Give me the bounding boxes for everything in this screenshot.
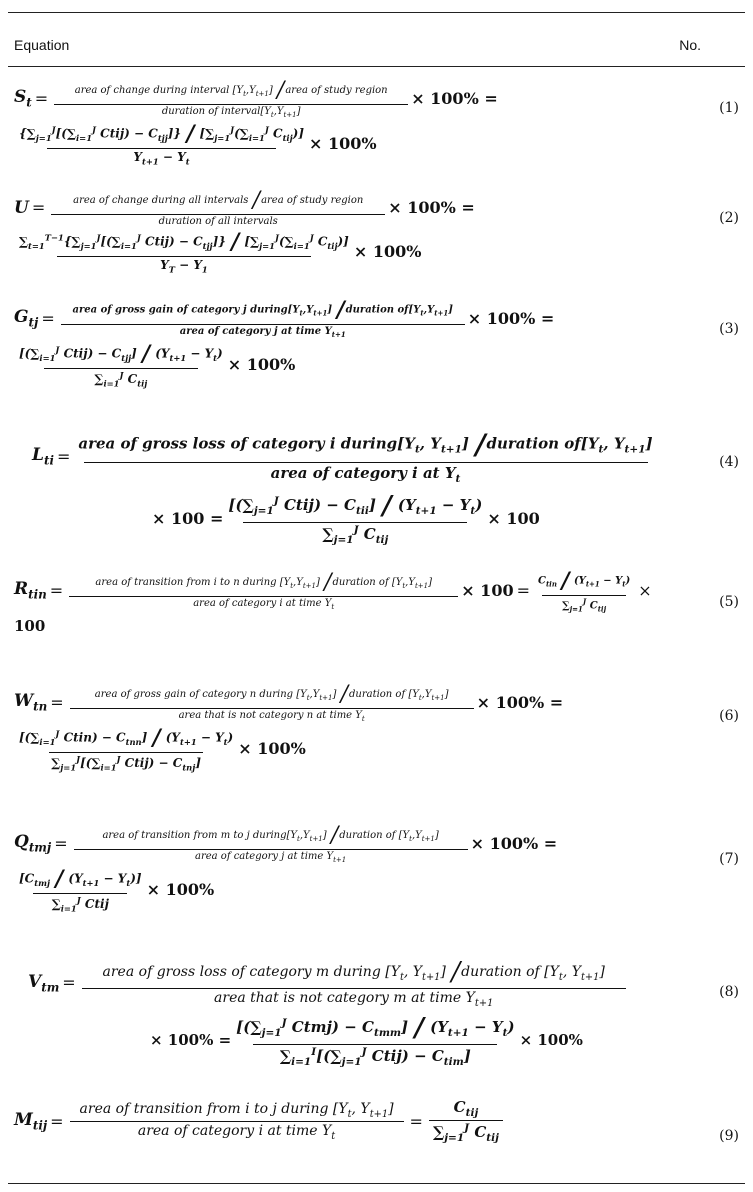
equation-2: U = $\frac{\text{area of change during all intervals /area of study region}}{\text{duration of all intervals}}$ × 100% = $\frac{\sum_{t=1}^{T-1}\{\sum_{j=1}^J[(\sum_{i=1}^J Ctij) - C_{tjj}]\} / [\sum_{j=1}^J(\sum_{i=1}^J C_{tij})]}{Y_T - Y_1}$ × 100% <box>14 188 475 275</box>
equation-number-6: (6) <box>719 708 739 724</box>
equation-number-4: (4) <box>719 454 739 470</box>
header-number: No. <box>679 37 701 53</box>
header-equation: Equation <box>14 37 70 53</box>
top-rule <box>8 12 745 13</box>
equation-number-7: (7) <box>719 851 739 867</box>
equation-7: $Q_{tmj}$ = area of transition from m to j $during[Y_t,Y_{t+1}]$ /duration of $[Y_t,Y_{t+1}]$ area of category j at time $Y_{t+1}$ × 100% = $\frac{[C_{tmj} / (Y_{t+1} - Y_t)]}{\sum_{i=1}^J Ctij}$ × 100% <box>14 823 558 914</box>
equation-number-2: (2) <box>719 210 739 226</box>
equation-5: $R_{tin}$ = area of transition from i to n during $[Y_t,Y_{t+1}]$ /duration of $[Y_t,Y_{t+1}]$ area of category i at time $Y_t$ × 100 = $\frac{C_{tin} / (Y_{t+1} - Y_t)}{\sum_{j=1}^J C_{tij}}$ × 100 <box>14 568 652 636</box>
equation-number-3: (3) <box>719 321 739 337</box>
equation-3: $G_{tj}$ = area of gross gain of category j $during[Y_t,Y_{t+1}]$ /duration $of[Y_t,Y_{t+1}]$ area of category j at time $Y_{t+1}$ × 100% = $\frac{[(\sum_{i=1}^J Ctij) - C_{tjj}] / (Y_{t+1} - Y_t)}{\sum_{i=1}^J C_{tij}}$ × 100% <box>14 297 555 389</box>
equation-8: $V_{tm}$ = area of gross loss of category m during [$Y_t$, $Y_{t+1}$] /duration of [$Y_t$, $Y_{t+1}$] area that is not category m at time $Y_{t+1}$ × 100% = $\frac{[(\sum_{j=1}^J Ctmj) - C_{tmm}] / (Y_{t+1} - Y_t)}{\sum_{i=1}^I[(\sum_{j=1}^J Ctij) - C_{tim}]}$ × 100% <box>14 957 744 1068</box>
equation-1: $S_t$ = area of change during interval $[Y_t,Y_{t+1}]$ /area of study region duration of $interval[Y_t,Y_{t+1}]$ × 100% = $\frac{\{\sum_{j=1}^J[(\sum_{i=1}^J Ctij) - C_{tjj}]\} / [\sum_{j=1}^J(\sum_{i=1}^J C_{tij})]}{Y_{t+1} - Y_t}$ × 100% <box>14 78 498 167</box>
equation-9: $M_{tij}$ = $\frac{area of transition from i to j during [Y_t, Y_{t+1}]}{area of category i at time Y_t}$ = $\frac{C_{tij}}{\sum_{j=1}^J C_{tij}}$ <box>14 1098 744 1144</box>
equation-number-9: (9) <box>719 1128 739 1144</box>
equation-6: $W_{tn}$ = area of gross gain of category n during $[Y_t,Y_{t+1}]$ /duration of $[Y_t,Y_{t+1}]$ area that is not category n at time $Y_t$ × 100% = $\frac{[(\sum_{i=1}^J Ctin) - C_{tnn}] / (Y_{t+1} - Y_t)}{\sum_{j=1}^J[(\sum_{i=1}^J Ctij) - C_{tnj}]}$ × 100% <box>14 682 564 773</box>
equation-number-8: (8) <box>719 984 739 1000</box>
header-rule <box>8 66 745 67</box>
equation-number-5: (5) <box>719 594 739 610</box>
equation-4: $L_{ti}$ = area of gross loss of category i $during[Y_t$, $Y_{t+1}$] /duration $of[Y_t$, $Y_{t+1}$] area of category i at $Y_t$ × 100 = $\frac{[(\sum_{j=1}^J Ctij) - C_{tii}] / (Y_{t+1} - Y_t)}{\sum_{j=1}^J C_{tij}}$ × 100 <box>32 428 653 546</box>
bottom-rule <box>8 1183 745 1184</box>
equation-number-1: (1) <box>719 100 739 116</box>
